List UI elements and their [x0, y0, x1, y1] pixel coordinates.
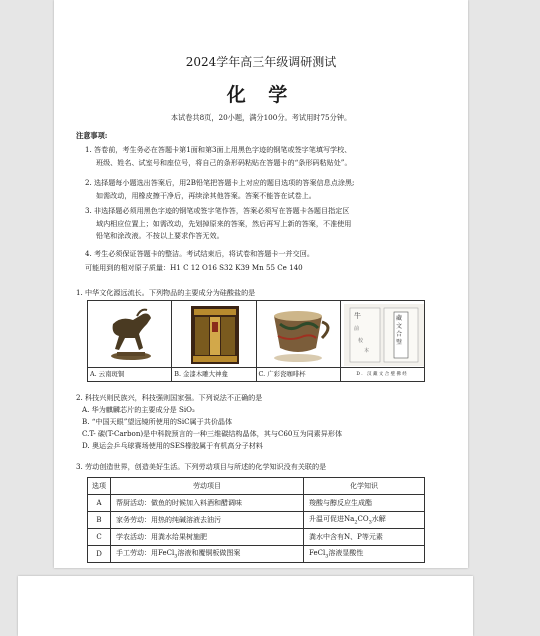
- q1-option-b-caption: B. 金漆木雕大神龛: [172, 367, 255, 381]
- svg-text:璧: 璧: [395, 339, 402, 346]
- q2-option-b: B. “中国天眼”望远镜所使用的SiC属于共价晶体: [82, 417, 233, 426]
- q1-image-options: [87, 300, 425, 382]
- q2-stem: 2. 科技兴则民族兴，科技强则国家强。下列说法不正确的是: [76, 393, 263, 402]
- notice-item-3: 3. 非选择题必须用黑色字迹的钢笔或签字笔作答，答案必须写在答题卡各题目指定区 域内相应位置上；如需改动，先划掉原来的答案，然后再写上新的答案，不准使用 铅笔和涂改液。不按以上要求作答无效。: [85, 206, 352, 240]
- svg-text:文: 文: [395, 323, 402, 330]
- table-row: A 帮厨活动：做鱼的时候加入料酒和醋调味 羧酸与醇反应生成酯: [88, 495, 425, 512]
- exam-page-2: [18, 576, 473, 636]
- exam-title: 2024学年高三年级调研测试: [185, 55, 337, 69]
- sutra-book-image: [344, 304, 424, 366]
- exam-page-1: [54, 0, 468, 568]
- svg-text:本: 本: [363, 348, 369, 354]
- svg-text:牛: 牛: [353, 312, 361, 320]
- gilded-shrine-image: [175, 304, 255, 366]
- svg-text:合: 合: [395, 331, 402, 338]
- bronze-horse-image: [91, 304, 171, 366]
- svg-text:前: 前: [353, 326, 359, 332]
- q3-table: [87, 477, 425, 563]
- q3-table-header: 选项 劳动项目 化学知识: [88, 478, 425, 495]
- q2-option-d: D. 奥运会乒乓球赛场使用的SES橡胶属于有机高分子材料: [82, 441, 263, 450]
- svg-text:藏: 藏: [395, 315, 402, 322]
- notice-item-4: 4. 考生必须保证答题卡的整洁。考试结束后，将试卷和答题卡一并交回。: [85, 249, 314, 258]
- q1-option-d-caption: D. 汉藏文合璧佛经: [341, 367, 424, 381]
- notice-item-1: 1. 答卷前，考生务必在答题卡第1面和第3面上用黑色字迹的钢笔或签字笔填写学校、 班级、姓名、试室号和座位号，将自己的条形码粘贴在答题卡的“条形码粘贴处”。: [85, 145, 352, 167]
- q1-option-c: [257, 301, 341, 381]
- table-row: D 手工劳动：用FeCl$_3$溶液和覆铜板做图案 FeCl$_3$溶液显酸性: [88, 546, 425, 563]
- q1-option-a: [88, 301, 172, 381]
- exam-info: 本试卷共8页，20小题，满分100分。考试用时75分钟。: [170, 113, 352, 122]
- notice-item-2: 2. 选择题每小题选出答案后，用2B铅笔把答题卡上对应的题目选项的答案信息点涂黑; 如需改动，用橡皮擦干净后，再续涂其他答案。答案不能答在试卷上。: [85, 178, 355, 200]
- exam-subject: 化 学: [226, 84, 296, 106]
- porcelain-cup-image: [260, 304, 340, 366]
- q3-stem: 3. 劳动创造世界，创造美好生活。下列劳动项目与所述的化学知识没有关联的是: [76, 462, 327, 471]
- q1-option-a-caption: A. 云南斑铜: [88, 367, 171, 381]
- q1-option-b: [172, 301, 256, 381]
- q1-option-d: [341, 301, 424, 381]
- notice-heading: 注意事项:: [76, 131, 108, 140]
- atomic-masses: 可能用到的相对原子质量：H1 C 12 O16 S32 K39 Mn 55 Ce 140: [85, 263, 303, 272]
- q2-option-a: A. 华为麒麟芯片的主要成分是 SiO₂: [82, 405, 195, 414]
- table-row: C 学农活动：用粪水给果树施肥 粪水中含有N、P等元素: [88, 529, 425, 546]
- table-row: B 家务劳动：用热的纯碱溶液去油污 升温可促进$Na_2CO_3$水解: [88, 512, 425, 529]
- q1-stem: 1. 中华文化源远流长。下列物品的主要成分为硅酸盐的是: [76, 288, 256, 297]
- q1-option-c-caption: C. 广彩瓷咖啡杯: [257, 367, 340, 381]
- q2-option-c: C.T- 碳(T-Carbon)是中科院预言的一种三维碳结构晶体，其与C60互为同素异形体: [82, 429, 343, 438]
- svg-text:校: 校: [357, 338, 363, 344]
- q2: [76, 392, 456, 452]
